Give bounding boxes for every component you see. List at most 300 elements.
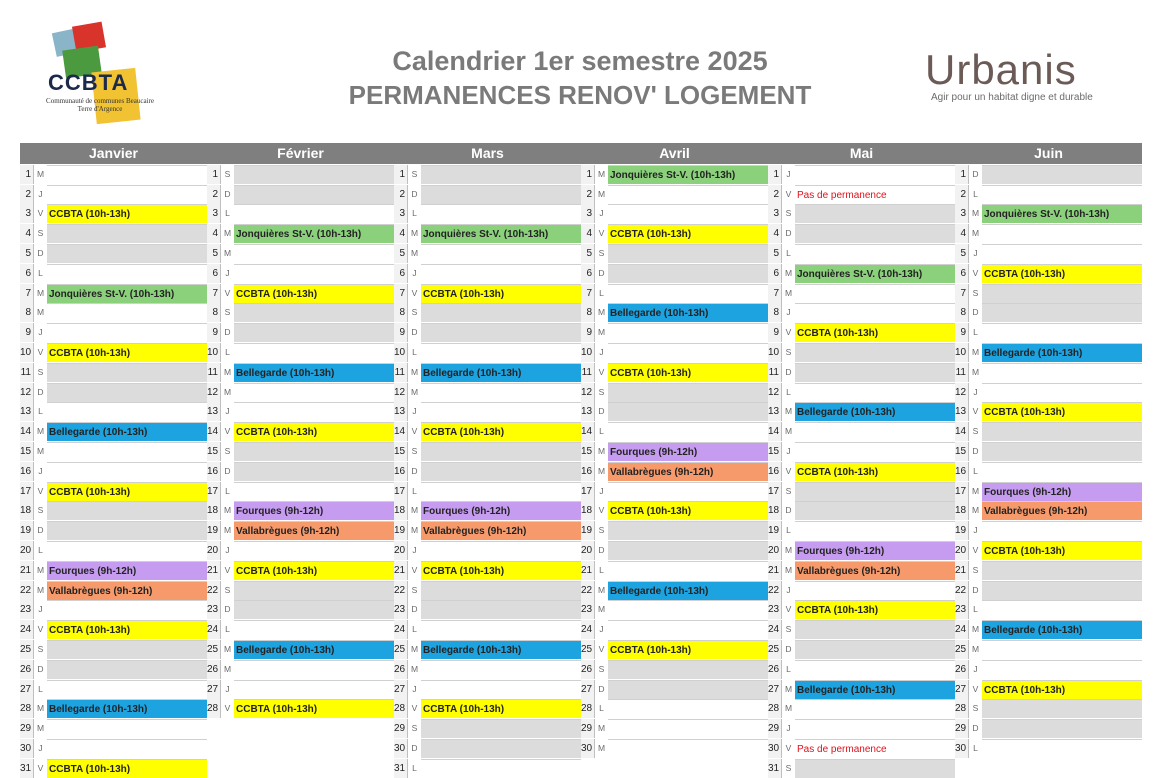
title-line-1: Calendrier 1er semestre 2025 (392, 46, 768, 76)
empty-slot (982, 363, 1142, 382)
weekday-letter: S (595, 521, 608, 540)
permanence-entry: CCBTA (10h-13h) (421, 284, 581, 303)
day-row (955, 185, 1142, 204)
weekday-letter: J (782, 442, 795, 461)
weekday-letter: S (969, 699, 982, 718)
day-row (207, 561, 394, 580)
permanence-entry: CCBTA (10h-13h) (234, 284, 394, 303)
day-number: 10 (394, 343, 408, 362)
weekday-letter: D (782, 501, 795, 520)
empty-slot (421, 343, 581, 362)
empty-slot (234, 442, 394, 461)
day-number: 28 (581, 699, 595, 718)
weekday-letter: D (595, 264, 608, 283)
weekday-letter: J (782, 581, 795, 600)
day-number: 16 (207, 462, 221, 481)
empty-slot (982, 462, 1142, 481)
weekday-letter: L (595, 284, 608, 303)
weekday-letter: V (34, 343, 47, 362)
day-row (207, 185, 394, 204)
weekday-letter: J (595, 620, 608, 639)
day-number: 23 (955, 600, 969, 619)
permanence-entry: Jonquières St-V. (10h-13h) (795, 264, 955, 283)
month-avril (581, 143, 768, 758)
permanence-entry: Bellegarde (10h-13h) (47, 699, 207, 718)
day-row (20, 521, 207, 540)
day-row (955, 501, 1142, 520)
day-number: 7 (207, 284, 221, 303)
day-number: 14 (581, 422, 595, 441)
weekday-letter: M (34, 699, 47, 718)
empty-slot (608, 620, 768, 639)
weekday-letter: S (782, 204, 795, 223)
day-number: 4 (207, 224, 221, 243)
day-row (207, 343, 394, 362)
day-row (581, 699, 768, 718)
day-number: 14 (768, 422, 782, 441)
empty-slot (234, 383, 394, 402)
permanence-entry: CCBTA (10h-13h) (608, 224, 768, 243)
day-number: 26 (768, 660, 782, 679)
day-row (581, 462, 768, 481)
weekday-letter: V (595, 501, 608, 520)
day-row (394, 402, 581, 421)
day-row (768, 680, 955, 699)
empty-slot (421, 660, 581, 679)
day-number: 15 (768, 442, 782, 461)
permanence-entry: CCBTA (10h-13h) (982, 402, 1142, 421)
day-row (394, 680, 581, 699)
permanence-entry: CCBTA (10h-13h) (608, 501, 768, 520)
day-row (581, 204, 768, 223)
permanence-entry: CCBTA (10h-13h) (608, 363, 768, 382)
day-number: 20 (955, 541, 969, 560)
weekday-letter: M (595, 442, 608, 461)
weekday-letter: J (408, 402, 421, 421)
weekday-letter: M (595, 323, 608, 342)
day-number: 4 (955, 224, 969, 243)
day-row (581, 442, 768, 461)
empty-slot (47, 383, 207, 402)
day-row (581, 719, 768, 738)
day-number: 24 (207, 620, 221, 639)
weekday-letter: L (408, 620, 421, 639)
weekday-letter: J (782, 719, 795, 738)
empty-slot (608, 185, 768, 204)
day-number: 27 (581, 680, 595, 699)
weekday-letter: J (221, 264, 234, 283)
empty-slot (795, 501, 955, 520)
day-number: 31 (768, 759, 782, 778)
day-row (20, 185, 207, 204)
day-number: 21 (581, 561, 595, 580)
weekday-letter: D (408, 462, 421, 481)
empty-slot (608, 284, 768, 303)
day-number: 11 (207, 363, 221, 382)
day-number: 29 (955, 719, 969, 738)
empty-slot (982, 442, 1142, 461)
weekday-letter: V (969, 264, 982, 283)
day-number: 25 (20, 640, 34, 659)
empty-slot (608, 600, 768, 619)
permanence-entry: Jonquières St-V. (10h-13h) (234, 224, 394, 243)
weekday-letter: D (595, 680, 608, 699)
day-number: 30 (581, 739, 595, 758)
weekday-letter: L (221, 620, 234, 639)
day-row (20, 660, 207, 679)
weekday-letter: J (782, 303, 795, 322)
day-number: 26 (394, 660, 408, 679)
empty-slot (982, 323, 1142, 342)
empty-slot (421, 462, 581, 481)
weekday-letter: L (595, 561, 608, 580)
day-row (394, 422, 581, 441)
day-row (20, 759, 207, 778)
day-row (581, 303, 768, 322)
day-row (768, 244, 955, 263)
day-row (207, 204, 394, 223)
day-row (20, 303, 207, 322)
day-number: 1 (20, 165, 34, 184)
day-row (20, 402, 207, 421)
day-row (394, 323, 581, 342)
day-row (581, 224, 768, 243)
day-row (955, 264, 1142, 283)
empty-slot (795, 521, 955, 540)
empty-slot (608, 739, 768, 758)
weekday-letter: J (221, 402, 234, 421)
day-number: 9 (394, 323, 408, 342)
day-number: 19 (20, 521, 34, 540)
day-row (207, 501, 394, 520)
day-number: 16 (20, 462, 34, 481)
day-number: 2 (768, 185, 782, 204)
empty-slot (795, 224, 955, 243)
day-row (768, 363, 955, 382)
day-row (581, 185, 768, 204)
day-number: 17 (20, 482, 34, 501)
day-number: 10 (207, 343, 221, 362)
empty-slot (982, 185, 1142, 204)
empty-slot (421, 620, 581, 639)
day-row (768, 620, 955, 639)
weekday-letter: V (408, 422, 421, 441)
day-row (768, 442, 955, 461)
day-number: 16 (768, 462, 782, 481)
empty-slot (608, 402, 768, 421)
day-row (394, 244, 581, 263)
day-row (394, 284, 581, 303)
permanence-entry: Vallabrègues (9h-12h) (608, 462, 768, 481)
day-row (955, 719, 1142, 738)
day-row (394, 600, 581, 619)
day-number: 6 (394, 264, 408, 283)
permanence-entry: Fourques (9h-12h) (608, 442, 768, 461)
day-row (394, 739, 581, 758)
day-number: 25 (768, 640, 782, 659)
day-number: 16 (581, 462, 595, 481)
empty-slot (47, 462, 207, 481)
empty-slot (795, 204, 955, 223)
weekday-letter: S (221, 442, 234, 461)
day-number: 8 (394, 303, 408, 322)
day-number: 18 (207, 501, 221, 520)
day-number: 17 (768, 482, 782, 501)
permanence-entry: Pas de permanence (795, 739, 955, 758)
weekday-letter: M (408, 224, 421, 243)
weekday-letter: S (408, 581, 421, 600)
empty-slot (795, 383, 955, 402)
empty-slot (982, 224, 1142, 243)
day-number: 1 (768, 165, 782, 184)
day-row (955, 680, 1142, 699)
empty-slot (47, 165, 207, 184)
day-row (768, 264, 955, 283)
empty-slot (234, 680, 394, 699)
weekday-letter: M (34, 284, 47, 303)
day-row (394, 224, 581, 243)
permanence-entry: Bellegarde (10h-13h) (982, 343, 1142, 362)
weekday-letter: V (595, 224, 608, 243)
weekday-letter: L (969, 739, 982, 758)
day-number: 12 (394, 383, 408, 402)
day-row (20, 739, 207, 758)
empty-slot (982, 422, 1142, 441)
weekday-letter: J (221, 680, 234, 699)
day-row (955, 482, 1142, 501)
day-row (207, 581, 394, 600)
day-row (581, 363, 768, 382)
day-number: 3 (394, 204, 408, 223)
empty-slot (234, 402, 394, 421)
day-number: 26 (955, 660, 969, 679)
empty-slot (234, 600, 394, 619)
weekday-letter: M (595, 165, 608, 184)
weekday-letter: D (408, 739, 421, 758)
day-row (581, 561, 768, 580)
day-row (768, 323, 955, 342)
day-number: 14 (955, 422, 969, 441)
day-row (394, 204, 581, 223)
day-number: 4 (581, 224, 595, 243)
permanence-entry: Bellegarde (10h-13h) (421, 363, 581, 382)
day-row (955, 165, 1142, 184)
weekday-letter: M (34, 165, 47, 184)
day-number: 3 (768, 204, 782, 223)
day-number: 30 (394, 739, 408, 758)
day-row (955, 541, 1142, 560)
weekday-letter: L (221, 343, 234, 362)
empty-slot (421, 383, 581, 402)
empty-slot (608, 383, 768, 402)
day-row (955, 660, 1142, 679)
day-row (955, 343, 1142, 362)
empty-slot (795, 303, 955, 322)
day-number: 14 (20, 422, 34, 441)
weekday-letter: M (221, 244, 234, 263)
permanence-entry: CCBTA (10h-13h) (421, 422, 581, 441)
empty-slot (421, 482, 581, 501)
weekday-letter: M (969, 224, 982, 243)
weekday-letter: L (782, 660, 795, 679)
empty-slot (47, 363, 207, 382)
weekday-letter: S (34, 640, 47, 659)
weekday-letter: M (595, 462, 608, 481)
day-row (581, 343, 768, 362)
weekday-letter: J (34, 462, 47, 481)
weekday-letter: J (782, 165, 795, 184)
weekday-letter: M (969, 343, 982, 362)
month-header: Mai (768, 143, 955, 164)
weekday-letter: D (782, 640, 795, 659)
day-row (20, 244, 207, 263)
empty-slot (47, 541, 207, 560)
empty-slot (608, 422, 768, 441)
weekday-letter: L (221, 204, 234, 223)
permanence-entry: CCBTA (10h-13h) (47, 343, 207, 362)
permanence-entry: CCBTA (10h-13h) (608, 640, 768, 659)
empty-slot (47, 739, 207, 758)
day-row (768, 402, 955, 421)
day-row (768, 165, 955, 184)
weekday-letter: J (408, 680, 421, 699)
day-number: 19 (581, 521, 595, 540)
empty-slot (608, 264, 768, 283)
day-row (955, 640, 1142, 659)
empty-slot (795, 699, 955, 718)
page-title (300, 44, 860, 112)
empty-slot (795, 343, 955, 362)
weekday-letter: D (221, 600, 234, 619)
permanence-entry: CCBTA (10h-13h) (982, 541, 1142, 560)
weekday-letter: D (34, 660, 47, 679)
empty-slot (795, 165, 955, 184)
day-row (581, 165, 768, 184)
day-row (20, 581, 207, 600)
day-number: 29 (581, 719, 595, 738)
day-row (581, 640, 768, 659)
day-number: 22 (394, 581, 408, 600)
day-row (768, 561, 955, 580)
day-row (394, 581, 581, 600)
weekday-letter: J (408, 541, 421, 560)
day-row (394, 462, 581, 481)
day-row (20, 165, 207, 184)
day-row (20, 442, 207, 461)
day-number: 23 (581, 600, 595, 619)
day-number: 3 (955, 204, 969, 223)
day-row (20, 600, 207, 619)
weekday-letter: S (221, 581, 234, 600)
weekday-letter: V (34, 620, 47, 639)
day-row (207, 521, 394, 540)
empty-slot (608, 521, 768, 540)
day-number: 19 (955, 521, 969, 540)
weekday-letter: J (34, 600, 47, 619)
day-row (768, 482, 955, 501)
weekday-letter: M (221, 501, 234, 520)
day-number: 8 (581, 303, 595, 322)
day-number: 28 (768, 699, 782, 718)
weekday-letter: V (34, 204, 47, 223)
ccbta-logo-text: CCBTA (48, 70, 129, 95)
empty-slot (234, 541, 394, 560)
day-number: 18 (955, 501, 969, 520)
weekday-letter: V (221, 699, 234, 718)
weekday-letter: S (782, 482, 795, 501)
weekday-letter: V (34, 482, 47, 501)
month-header: Février (207, 143, 394, 164)
empty-slot (982, 739, 1142, 758)
day-number: 5 (955, 244, 969, 263)
day-number: 13 (581, 402, 595, 421)
day-row (955, 402, 1142, 421)
weekday-letter: D (34, 383, 47, 402)
weekday-letter: D (34, 244, 47, 263)
empty-slot (47, 185, 207, 204)
day-row (20, 482, 207, 501)
day-row (768, 521, 955, 540)
day-number: 8 (20, 303, 34, 322)
day-number: 4 (394, 224, 408, 243)
weekday-letter: S (782, 620, 795, 639)
weekday-letter: S (782, 759, 795, 778)
day-row (207, 284, 394, 303)
empty-slot (608, 680, 768, 699)
weekday-letter: L (408, 343, 421, 362)
weekday-letter: L (34, 541, 47, 560)
day-number: 25 (394, 640, 408, 659)
weekday-letter: D (969, 581, 982, 600)
day-number: 10 (20, 343, 34, 362)
weekday-letter: M (969, 363, 982, 382)
weekday-letter: V (969, 402, 982, 421)
empty-slot (982, 165, 1142, 184)
day-number: 31 (394, 759, 408, 778)
day-row (20, 541, 207, 560)
day-row (394, 383, 581, 402)
permanence-entry: Bellegarde (10h-13h) (608, 581, 768, 600)
empty-slot (421, 185, 581, 204)
day-row (581, 521, 768, 540)
weekday-letter: J (595, 343, 608, 362)
weekday-letter: L (969, 600, 982, 619)
weekday-letter: M (221, 224, 234, 243)
weekday-letter: V (782, 185, 795, 204)
day-number: 9 (20, 323, 34, 342)
day-row (768, 719, 955, 738)
permanence-entry: CCBTA (10h-13h) (795, 462, 955, 481)
day-row (207, 660, 394, 679)
weekday-letter: M (408, 244, 421, 263)
day-number: 30 (955, 739, 969, 758)
day-number: 17 (581, 482, 595, 501)
day-number: 25 (207, 640, 221, 659)
empty-slot (421, 244, 581, 263)
weekday-letter: M (782, 680, 795, 699)
urbanis-logo (925, 48, 1125, 103)
empty-slot (795, 244, 955, 263)
day-row (955, 462, 1142, 481)
weekday-letter: D (969, 165, 982, 184)
day-number: 6 (581, 264, 595, 283)
weekday-letter: M (782, 402, 795, 421)
weekday-letter: V (782, 462, 795, 481)
day-number: 4 (768, 224, 782, 243)
weekday-letter: V (221, 561, 234, 580)
weekday-letter: L (408, 759, 421, 778)
day-row (20, 462, 207, 481)
